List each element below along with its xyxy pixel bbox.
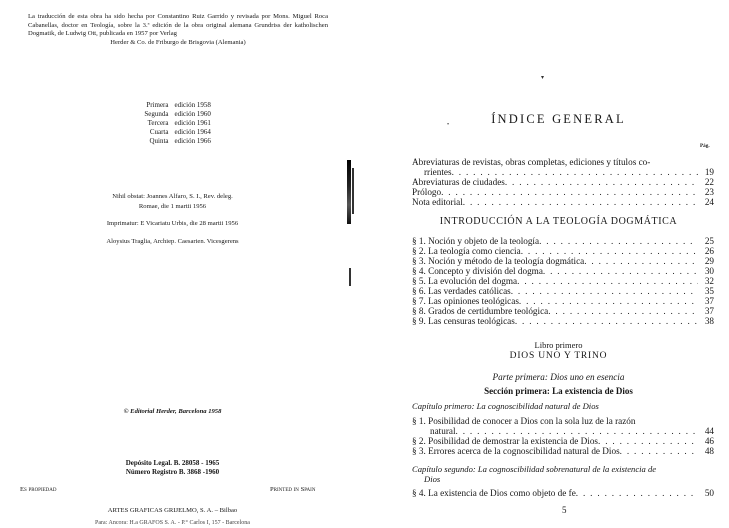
toc-entry-text: Nota editorial <box>412 197 463 207</box>
toc-entry-text: § 5. La evolución del dogma <box>412 276 518 286</box>
imprimatur: Imprimatur: E Vicariatu Urbis, die 28 martii 1956 <box>106 220 239 228</box>
toc-entry <box>412 266 714 277</box>
toc-page-number: 32 <box>704 276 714 286</box>
leader-dots <box>620 446 698 457</box>
toc-entry <box>412 416 714 427</box>
edition-year: edición 1964 <box>174 128 211 136</box>
book-label: Libro primero <box>534 340 583 350</box>
toc-entry <box>430 426 714 437</box>
editions-list <box>0 101 345 146</box>
toc-entry <box>412 286 714 297</box>
printer-imprint-line-2: Para: Ancora: H.a GRAFOS S. A. - P.° Carlos I, 157 - Barcelona <box>95 520 250 526</box>
intro-heading: INTRODUCCIÓN A LA TEOLOGÍA DOGMÁTICA <box>439 216 678 227</box>
leader-dots <box>463 197 698 208</box>
toc-entry-text: Prólogo <box>412 187 442 197</box>
toc-entry <box>412 187 714 198</box>
toc-page-number: 37 <box>704 296 714 306</box>
toc-page-number: 50 <box>704 488 714 498</box>
edition-label: Primera <box>146 101 169 109</box>
toc-page-number: 46 <box>704 436 714 446</box>
toc-page-number: 23 <box>704 187 714 197</box>
toc-page-number: 22 <box>704 177 714 187</box>
toc-entry-text: § 4. Concepto y división del dogma <box>412 266 543 276</box>
toc-page-number: 30 <box>704 266 714 276</box>
edition-row <box>0 119 345 128</box>
toc-page-number: 48 <box>704 446 714 456</box>
leader-dots <box>441 187 698 198</box>
nihil-obstat-date: Romae, die 1 martii 1956 <box>138 202 207 210</box>
gutter-shadow-secondary <box>352 168 354 214</box>
chapter1-title: Capítulo primero: La cognoscibilidad natural de Dios <box>412 401 599 411</box>
rights-reserved: Es propiedad <box>20 486 57 493</box>
toc-entry-text: § 3. Errores acerca de la cognoscibilidad natural de Dios <box>412 446 620 456</box>
left-page <box>0 0 345 527</box>
edition-year: edición 1960 <box>174 110 211 118</box>
translation-note <box>28 13 328 47</box>
toc-entry-text: natural <box>430 426 456 436</box>
translation-note-line-1: La traducción de esta obra ha sido hecha por Constantino Ruiz Garrido y revisada por <box>28 13 271 20</box>
edition-year: edición 1961 <box>174 119 211 127</box>
toc-entry-text: Abreviaturas de ciudades <box>412 177 505 187</box>
toc-entry-text: § 1. Noción y objeto de la teología <box>412 236 540 246</box>
registry-number: Número Registro B. 3868 -1960 <box>125 468 220 476</box>
toc-entry <box>424 167 714 178</box>
leader-dots <box>517 276 698 287</box>
leader-dots <box>519 296 698 307</box>
toc-entry-text: § 4. La existencia de Dios como objeto de fe <box>412 488 576 498</box>
legal-deposit: Depósito Legal. B. 28058 - 1965 <box>125 459 220 467</box>
leader-dots <box>515 316 698 327</box>
gutter-shadow <box>347 160 351 224</box>
leader-dots <box>511 286 698 297</box>
toc-page-number: 37 <box>704 306 714 316</box>
edition-row <box>0 128 345 137</box>
toc-entry <box>412 296 714 307</box>
edition-year: edición 1966 <box>174 137 211 145</box>
leader-dots <box>548 306 698 317</box>
toc-entry-text: § 3. Noción y método de la teología dogmática <box>412 256 585 266</box>
translation-note-line-2: Mons. Miguel Roca Cabanellas, doctor en Teología, sobre la 3.ª edición de la obra original <box>28 13 328 29</box>
toc-entry-text: § 8. Grados de certidumbre teológica <box>412 306 549 316</box>
translation-note-line-3: alemana Grundriss der katholischen Dogmatik, de Ludwig Ott, publicada en 1957 por Verlag <box>28 21 329 38</box>
edition-row <box>0 110 345 119</box>
leader-dots <box>543 266 698 277</box>
leader-dots <box>521 246 698 257</box>
page-number: 5 <box>562 505 567 515</box>
edition-row <box>0 101 345 110</box>
toc-entry <box>412 276 714 287</box>
toc-page-number: 25 <box>704 236 714 246</box>
printed-in-spain: Printed in Spain <box>270 486 316 493</box>
toc-page-number: 29 <box>704 256 714 266</box>
toc-entry <box>412 256 714 267</box>
toc-entry <box>412 236 714 247</box>
book-gutter <box>345 0 388 527</box>
edition-row <box>0 137 345 146</box>
edition-label: Cuarta <box>149 128 169 136</box>
leader-dots <box>456 426 698 437</box>
toc-entry-text: Abreviaturas de revistas, obras completas, ediciones y títulos co- <box>412 157 651 167</box>
toc-entry-text: § 1. Posibilidad de conocer a Dios con la sola luz de la razón <box>412 416 636 426</box>
toc-entry <box>412 306 714 317</box>
toc-entry-text: § 9. Las censuras teológicas <box>412 316 515 326</box>
gutter-mark <box>349 268 351 286</box>
copyright-notice: © Editorial Herder, Barcelona 1958 <box>123 408 222 415</box>
toc-entry <box>412 157 714 168</box>
printer-imprint: ARTES GRAFICAS GRIJELMO, S. A. – Bilbao <box>107 507 238 514</box>
toc-page-number: 38 <box>704 316 714 326</box>
leader-dots <box>539 236 698 247</box>
toc-entry <box>412 436 714 447</box>
section-title: Sección primera: La existencia de Dios <box>484 386 633 396</box>
nihil-obstat: Nihil obstat: Joannes Alfaro, S. I., Rev. deleg. <box>112 193 233 200</box>
toc-entry <box>412 488 714 499</box>
leader-dots <box>576 488 698 499</box>
chapter2-title-continued: Dios <box>424 474 441 484</box>
toc-entry <box>412 316 714 327</box>
toc-page-number: 19 <box>704 167 714 177</box>
ecclesiastical-approvals <box>0 193 345 251</box>
edition-label: Tercera <box>147 119 169 127</box>
edition-label: Quinta <box>149 137 169 145</box>
leader-dots <box>452 167 698 178</box>
toc-entry-text: § 2. La teología como ciencia <box>412 246 521 256</box>
book-title: DIOS UNO Y TRINO <box>509 351 608 361</box>
chapter2-title: Capítulo segundo: La cognoscibilidad sobrenatural de la existencia de <box>412 464 657 474</box>
toc-page-number: 26 <box>704 246 714 256</box>
print-mark: • <box>447 122 450 128</box>
toc-page-number: 35 <box>704 286 714 296</box>
edition-year: edición 1958 <box>174 101 211 109</box>
toc-entry <box>412 177 714 188</box>
leader-dots <box>584 256 698 267</box>
leader-dots <box>505 177 698 188</box>
toc-entry <box>412 246 714 257</box>
page-column-label: Pág. <box>700 143 710 149</box>
toc-entry-text: § 2. Posibilidad de demostrar la existencia de Dios <box>412 436 599 446</box>
legal-info <box>0 459 345 477</box>
vicegerent-signature: Aloysius Traglia, Archiep. Caesarien. Vicesgerens <box>106 237 239 245</box>
edition-label: Segunda <box>144 110 169 118</box>
toc-entry <box>412 446 714 457</box>
toc-entry-text: rrientes <box>424 167 452 177</box>
toc-entry-text: § 7. Las opiniones teológicas <box>412 296 519 306</box>
toc-entry <box>412 197 714 208</box>
toc-entry-text: § 6. Las verdades católicas <box>412 286 511 296</box>
toc-page-number: 44 <box>704 426 714 436</box>
print-mark: ▾ <box>541 75 545 81</box>
part-title: Parte primera: Dios uno en esencia <box>492 372 625 382</box>
translation-note-line-4: Herder & Co. de Friburgo de Brisgovia (Alemania) <box>110 38 246 46</box>
index-title: ÍNDICE GENERAL <box>491 112 626 126</box>
leader-dots <box>598 436 698 447</box>
toc-page-number: 24 <box>704 197 714 207</box>
